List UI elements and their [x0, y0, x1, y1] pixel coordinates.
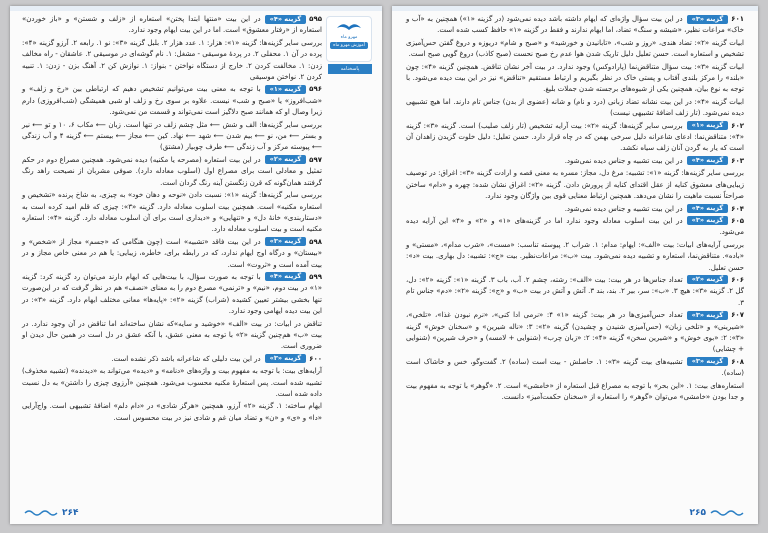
answer-item — [406, 240, 744, 274]
answer-text: در این بیت استعاره (مصرحه یا مکنیه) دیده نمی‌شود. همچنین مصراع دوم در حکم تمثیل و معادلی است برای مصراع اول (اسلوب معادله دارد). صوفی مشربان از نصیحت راهد رنگ گرفتند همان‌گونه که قرن زنگستن آینه رنگ گردان است. — [22, 155, 322, 187]
question-number: ۶۰۱ — [731, 15, 744, 23]
answer-item — [22, 272, 322, 318]
answer-text: ابیات گزینه «۲»: تضاد هندی، «روز و شب»، «تابانیدن و خورشید» و «صبح و شام» دریوزه و دروغ گفتن حس‌آمیزی تشخیص و استعاره است. حسن تعلیل دلیل تاریک شدن هوا عدم رخ صبح نحست (صبح کاذب) دروغ گویی صبح است. — [406, 38, 744, 59]
footer-ornament-icon — [24, 509, 58, 517]
answer-item — [406, 38, 744, 61]
answer-key-badge: گزینه «۳» — [687, 15, 729, 24]
answer-text: در این بیت تشبیه و جناس دیده نمی‌شود. — [564, 156, 683, 165]
answer-text: بررسی سایر گزینه‌ها: الف و شش ⟵ مثل چشم زلف در تنها است. زبان ⟵ مکاب ۶، ۱۰ و تو ⟵ نیر و بستر ⟵ من، نو ⟵ بیم شدن ⟵ شهد ⟵ نهاد. کین ⟵ مجاز ⟵ بیستم ⟵ گزینه ۴ و آب زندگی ⟵ پیوسته مرکز و آب زندگی ⟵ طرف چوبیار (مشتق) — [22, 120, 322, 152]
answer-text: ایهام ساخته: ۱. گزینه «۲» آرزو، همچنین «هرگز شادی» در «دام دلم» اضافهٔ تشبیهی است. واج‌آرایی «دا» و «ی» و «ن» و تضاد میان غم و شادی نیز در بیت محسوس است. — [22, 402, 322, 422]
page-footer — [24, 506, 78, 520]
chapter-tab: پاسخنامه — [328, 64, 372, 74]
answer-item — [406, 275, 744, 309]
answer-text: در این بیت تشبیه و جناس دیده نمی‌شود. — [564, 204, 683, 213]
question-number: ۵۹۵ — [309, 15, 322, 23]
answer-key-badge: گزینه «۴» — [687, 204, 729, 213]
left-answer-column — [22, 14, 322, 425]
question-number: ۶۰۳ — [731, 156, 744, 165]
answer-item — [406, 357, 744, 380]
brand-name: مهرو ماه — [340, 35, 358, 40]
answer-item — [22, 401, 322, 424]
footer-ornament-icon — [710, 509, 744, 517]
answer-text: استعاره‌های بیت: ۱. «این بحر» با توجه به مصراع قبل استعاره از «خامشی» است. ۲. «گوهر» با توجه به مفهوم بیت و جدا بودن «خامشی» می‌توان «گوهر» را استعاره از «سخنان حکمت‌آمیز» دانست. — [406, 381, 744, 401]
answer-text: بررسی سایر گزینه‌ها: گزینه «۱»: هزار: ۱. عدد هزار ۲. بلبل گزینه «۳»: نو ۱. رابعه ۲. آرزو گزینه «۴»: پرده در آن ۱. محفلی ۲. در پردهٔ موسیقی - مشغل: ۱. نام گوشه‌ای در موسیقی ۲. عاشقان - راه مخالف زدن: ۱. مخالفت کردن ۲. خارج از دستگاه نواختن - بنواز: ۱. نوازش کن ۲. آهنگ بزن - زدن: ۱. تنبیه کردن ۲. نواختن موسیقی — [22, 38, 323, 82]
answer-item — [22, 354, 322, 365]
answer-key-badge: گزینه «۴» — [687, 156, 729, 165]
answer-text: ابیات گزینه «۴»: در این بیت نشانه تضاد زبانی (درد و نام) و شانه (عضوی از بدن) جناس تام دارند. اما هیچ تشبیهی دیده نمی‌شود. (تار زلف اضافهٔ تشبیهی نیست) — [406, 97, 744, 118]
answer-item — [406, 204, 744, 215]
bird-logo-icon — [336, 20, 362, 34]
answer-item — [22, 155, 322, 189]
answer-item — [22, 319, 322, 353]
answer-item — [406, 168, 744, 202]
answer-text: تعداد جناس‌ها در هر بیت: بیت «الف»: رشته، چشم ۲. آب، باب ۳. گزینه «۱»: گزینه «۲»: دل، گل ۲. گزینه «۳»: هیچ ۳. «ب»: سر، بیر ۲. بند، بند ۳. آتش و آتش در بیت «ب» و «ج»: گزینه «۲»: «دم» جناس تام ۳. — [406, 275, 744, 307]
answer-key-badge: گزینه «۱» — [265, 85, 307, 94]
answer-item — [406, 156, 744, 167]
answer-text: با توجه به معنی بیت می‌توانیم تشخیص دهیم که ارتباطی بین «رخ و زلف» و «شب‌افروز» یا «صبح و شب» نیست. علاوه بر سوی رخ و زلف او شبی همیشگی (شب‌افروزی) دارم زیرا وصال او که همانند صبح دلاگیز است نمی‌تواند و قسمت من نمی‌شود. — [22, 85, 322, 117]
publisher-logo — [326, 16, 372, 62]
answer-text: در این بیت فاقد «تشبیه» است (چون هنگامی که «جسم» مجاز از «شخص» و «بیستان» و درگاه اوج ایهام ندارد، که در رابطه برای، خاطره، زیبایی: یا هم در معنی خاص مجاز و در بیت آمده است و «ثروت» است. — [22, 237, 322, 269]
page-number: ۲۶۴ — [62, 508, 79, 518]
question-number: ۶۰۲ — [731, 121, 744, 130]
answer-item — [22, 190, 322, 236]
answer-key-badge: گزینه «۳» — [687, 311, 729, 320]
answer-text: بررسی سایر گزینه‌ها: گزینه «۲»: بیت آرایه تشخیص (تار زلف صلیب) است. گزینه «۳»: گزینه «۴»: متناقض‌نما: ادعای شاعرانه دلیل سرخی بهمن که در چاه قرار دارد. حسن تعلیل: دلیل خلوت گزیدن زاهدان آن است که یار به گردن آنان زلف سیاه نکشد. — [406, 121, 744, 153]
answer-item — [406, 216, 744, 239]
left-page — [10, 6, 382, 524]
answer-item — [406, 14, 744, 37]
question-number: ۶۰۸ — [731, 357, 745, 366]
answer-text: در این بیت اسلوب معادله وجود ندارد اما در گزینه‌های «۱» و «۲» و «۴» این آرایه دیده می‌شود. — [406, 216, 744, 237]
answer-text: در این بیت «منتها ابتدا پختن» استعاره از «زلف و شستن» و «باز خوردن» استعاره از «رفتار معشوق» است. اما در این بیت ایهام وجود ندارد. — [22, 15, 322, 35]
answer-key-badge: گزینه «۳» — [265, 237, 307, 246]
answer-item — [406, 62, 744, 96]
answer-item — [406, 381, 744, 404]
answer-key-badge: گزینه «۲» — [265, 155, 307, 164]
question-number: ۶۰۴ — [731, 204, 744, 213]
answer-key-badge: گزینه «۴» — [265, 272, 307, 281]
answer-item — [406, 97, 744, 120]
answer-key-badge: گزینه «۳» — [265, 354, 307, 363]
answer-key-badge: گزینه «۳» — [687, 216, 729, 225]
question-number: ۶۰۷ — [731, 311, 744, 320]
question-number: ۵۹۹ — [309, 272, 322, 281]
answer-item — [22, 84, 322, 118]
answer-text: ابیات گزینه «۳»: بیت سؤال متناقض‌نما (پارادوکس) وجود ندارد. در بیت آخر نشان تناقض. همچنین گزینه «۴»: چون «بلند» را مرکز بلندی آفتاب و پستی خاک در نظر بگیریم و ارتباط مستقیم «تناقض» نیز در این بیت دیده می‌شود. با توجه به نوع بیان، همچنین یکی از شیوه‌های برجسته شدن جملات بلیغ. — [406, 62, 744, 94]
answer-key-badge: گزینه «۲» — [687, 275, 729, 284]
right-page — [392, 6, 758, 524]
page-number: ۲۶۵ — [689, 508, 706, 518]
right-answer-column — [406, 14, 744, 404]
answer-text: در این بیت سؤال واژه‌ای که ایهام داشته باشد دیده نمی‌شود (در گزینه «۱») همچنین به «آب و خاک» مراعات نظیر، «شیشه و سنگ» تضاد، اما ایهام ندارند و فقط در گزینه «۱» حافظ کسب شده است. — [406, 15, 744, 35]
answer-item — [22, 237, 322, 271]
question-number: ۶۰۰ — [309, 354, 322, 363]
answer-key-badge: گزینه «۳» — [687, 357, 729, 366]
question-number: ۶۰۶ — [731, 275, 745, 284]
answer-item — [22, 120, 322, 154]
answer-item — [406, 310, 744, 356]
question-number: ۶۰۵ — [731, 216, 744, 225]
answer-text: در این بیت دلیلی که شاعرانه باشد ذکر نشده است. — [111, 354, 261, 363]
answer-text: بررسی سایر گزینه‌ها: گزینه «۱»: نسبت دادن «نوحه و دهان خود» به چیزی، به شاخ پرنده «تشخیص و استعاره مکنیه» است. همچنین بیت اسلوب معادله دارد. گزینه «۳»: چیزی که قلم امید کرده است به «دستاربندی» خانهٔ دل» و «تنهایی» و «دیداری است برای آن اسلوب معادله دارد. گزینه «۴»: استعاره مکنیه است و بیت اسلوب معادله دارد. — [22, 191, 322, 234]
page-footer — [690, 506, 744, 520]
answer-text: تشبیه‌های بیت گزینه «۳»: ۱. حاصلش - بیت است (ساده) ۲. گفت‌وگو، خس و خاشاک است (ساده). — [406, 357, 744, 378]
answer-key-badge: گزینه «۱» — [687, 121, 729, 130]
answer-text: تعداد حس‌آمیزی‌ها در هر بیت: گزینه «۱» ۴: «نرمی ادا کنی»، «نرم نبودن غذا»، «تلخی»، «شیرینی» و «تلخی زبان» (حس‌آمیزی شنیدن و چشیدن) گزینه «۲»: ۳: «ناله شیرین» و «سخنان خوش» گزینه «۳»: ۲: «بوی خوش» و «شیرین سخن» گزینه «۴»: ۲: «زبان چرب» (شنوایی + لامسه) و «حرف شیرین» (شنوایی + چشایی) — [406, 311, 744, 354]
header-strip — [392, 6, 758, 11]
answer-text: بررسی سایر گزینه‌ها: گزینه «۱»: تشبیه: مرغ دل، مجاز: مسره به معنی قصه و ارادت گزینه «۳»: اغراق: در توصیف زیبایی‌های معشوق کنایه از عقل اقتدای کنایه از پرورش دادن. گزینه «۲»: اغراق نشان شده: چهره و «دام» ساختن صراحتاً نسبت ماهیت را نشان می‌دهد. همچنین ارتباط معنایی قوی بین واژگان وجود ندارد. — [406, 169, 744, 201]
answer-text: با توجه به صورت سؤال، با بیت‌هایی که ایهام دارند می‌توان رد گزینه کرد: گزینه «۱» در بیت دوم، «نیم» و «ترنمی» مصرع دوم را به معنای «نصف» هم در نظر گرفت که در این‌صورت تنها بخشی بیشتر تعیین کشیده (شراب) گزینه «۲»: «پایه‌ها» معانی مختلف ایهام دارد. گزینه «۳»: در این بیت دیده ایهامی وجود ندارد. — [22, 272, 322, 316]
answer-text: آرایه‌های بیت: با توجه به مفهوم بیت و واژه‌های «دنامه» و «دیده» می‌تواند به «دیدنده» (تشبیه مخذوف) تشبیه شده است. پس استعارهٔ مکنیه محسوب می‌شود. همچنین «آرزوی چیزی را داشتن» به دل نسبت داده شده است. — [22, 367, 322, 398]
header-strip — [10, 6, 382, 11]
answer-item — [22, 38, 322, 84]
question-number: ۵۹۶ — [309, 85, 322, 94]
answer-item — [22, 366, 322, 400]
answer-text: بررسی آرایه‌های ابیات: بیت «الف»: ایهام: مدام: ۱. شراب ۲. پیوسته تناسب: «مست»، «شرب مدام»، «مستی» و «باده». متناقض‌نما، استعاره و تشبیه دیده نمی‌شود. بیت «ب»: مراعات‌نظیر. بیت «ج»: تشبیه: دل بهاری. بیت «د»: حسن تعلیل. — [406, 240, 745, 272]
question-number: ۵۹۸ — [309, 237, 322, 246]
question-number: ۵۹۷ — [309, 155, 322, 164]
answer-text: تناقض در ابیات: در بیت «الف» «خوشید و سایه»که نشان ساخته‌اند اما تناقض در آن وجود ندارد. در بیت «ب» هم‌چنین گزینه «۲» با توجه به معنی عشق، با آنکه عشق در دل است در همین حال دیدن او ضروری است. — [22, 319, 322, 351]
brand-subtitle: آموزش مهرو ماه — [330, 42, 368, 49]
answer-item — [406, 121, 744, 155]
answer-item — [22, 14, 322, 37]
answer-key-badge: گزینه «۴» — [265, 15, 307, 24]
